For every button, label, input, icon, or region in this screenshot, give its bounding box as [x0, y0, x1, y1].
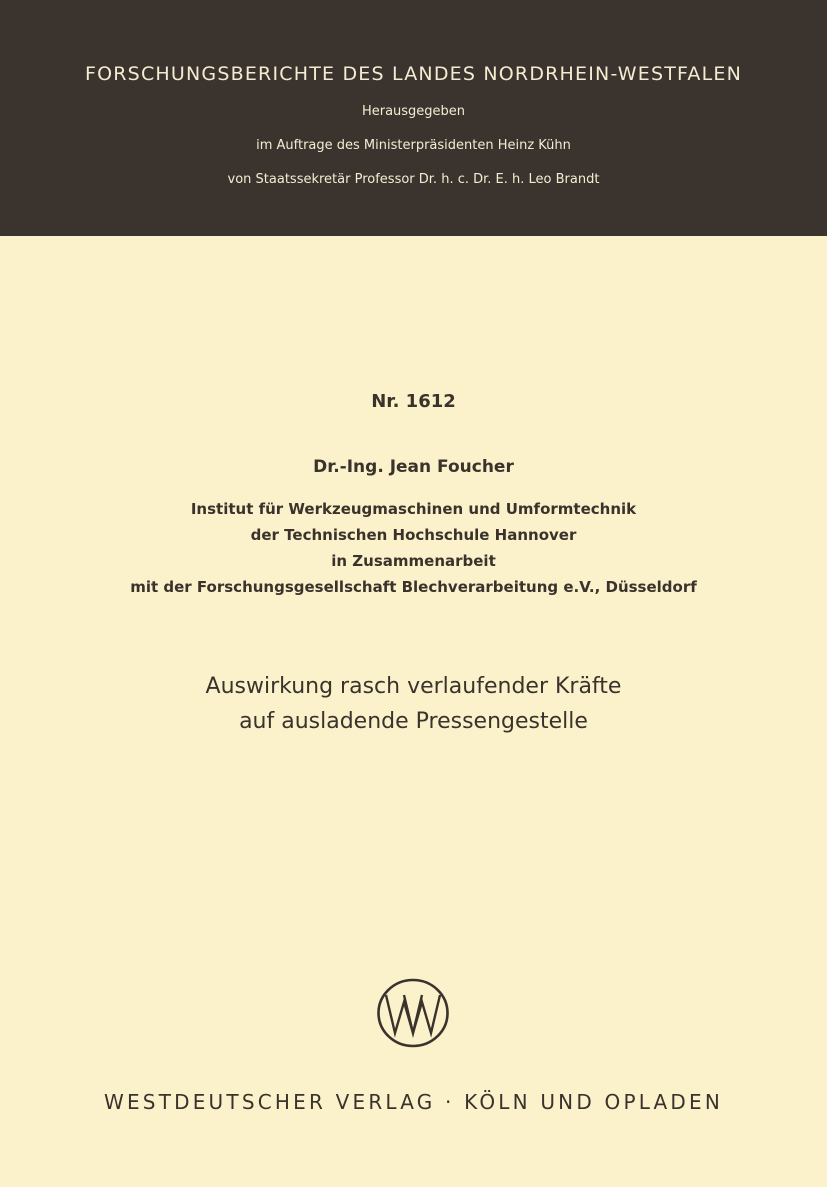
editor-line-2: im Auftrage des Ministerpräsidenten Heinz Kühn — [256, 138, 571, 153]
report-number: Nr. 1612 — [371, 391, 456, 412]
title-line-1: Auswirkung rasch verlaufender Kräfte — [205, 674, 622, 699]
header-band — [0, 0, 827, 236]
editor-line-1: Herausgegeben — [361, 104, 466, 119]
author-name: Dr.-Ing. Jean Foucher — [313, 457, 514, 477]
publisher-imprint: WESTDEUTSCHER VERLAG · KÖLN UND OPLADEN — [104, 1090, 723, 1114]
title-line-2: auf ausladende Pressengestelle — [239, 709, 588, 734]
institution-line-1: Institut für Werkzeugmaschinen und Umformtechnik — [190, 500, 637, 518]
editor-line-3: von Staatssekretär Professor Dr. h. c. Dr. E. h. Leo Brandt — [227, 172, 600, 187]
institution-line-2: der Technischen Hochschule Hannover — [250, 526, 577, 544]
westdeutscher-verlag-ww-logo-icon — [375, 977, 451, 1049]
institution-line-4: mit der Forschungsgesellschaft Blechverarbeitung e.V., Düsseldorf — [130, 578, 697, 596]
series-title: FORSCHUNGSBERICHTE DES LANDES NORDRHEIN-WESTFALEN — [85, 63, 742, 85]
institution-line-3: in Zusammenarbeit — [331, 552, 496, 570]
